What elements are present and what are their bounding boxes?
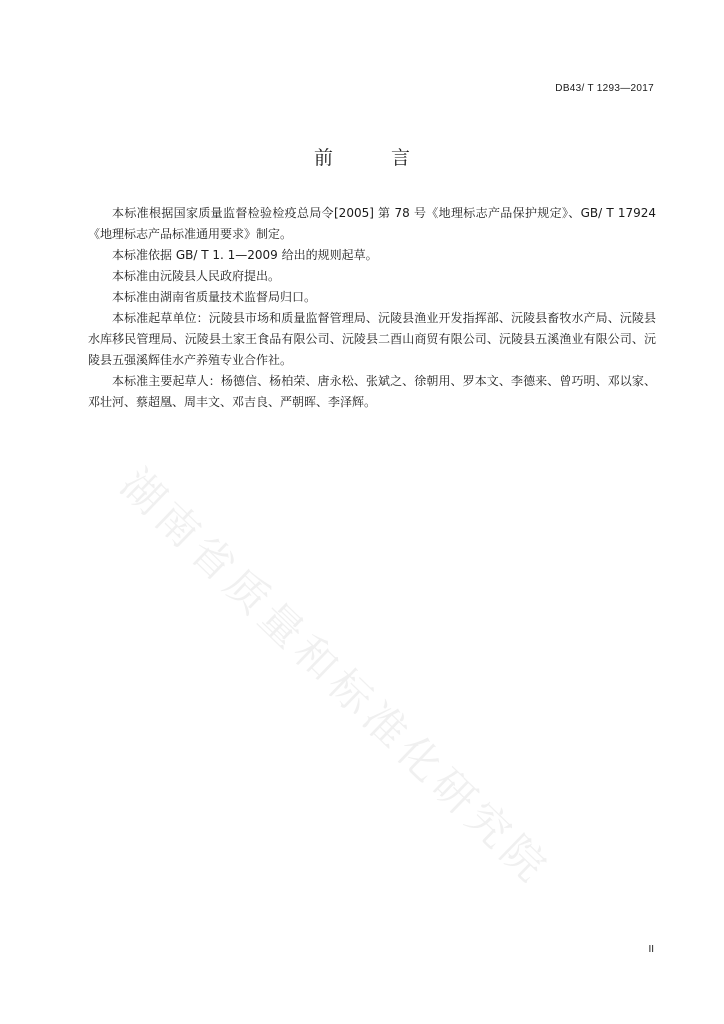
paragraph-drafting-units: 本标准起草单位：沅陵县市场和质量监督管理局、沅陵县渔业开发指挥部、沅陵县畜牧水产局、沅陵县水库移民管理局、沅陵县土家王食品有限公司、沅陵县二酉山商贸有限公司、沅陵县五溪渔业有限公司、沅陵县五强溪辉佳水产养殖专业合作社。 — [88, 311, 656, 367]
paragraph-drafting-rules: 本标准依据 GB/ T 1. 1—2009 给出的规则起草。 — [112, 248, 378, 262]
paragraph-basis: 本标准根据国家质量监督检验检疫总局令[2005] 第 78 号《地理标志产品保护规定》、GB/ T 17924《地理标志产品标准通用要求》制定。 — [88, 206, 656, 241]
foreword-body — [88, 203, 656, 413]
paragraph-centralized-by: 本标准由湖南省质量技术监督局归口。 — [112, 290, 317, 304]
page-number: II — [648, 944, 654, 955]
standard-code: DB43/ T 1293—2017 — [555, 83, 654, 94]
paragraph-proposed-by: 本标准由沅陵县人民政府提出。 — [112, 269, 281, 283]
paragraph-drafters: 本标准主要起草人：杨德信、杨柏荣、唐永松、张斌之、徐朝用、罗本文、李德来、曾巧明、邓以家、邓壮河、蔡超凰、周丰文、邓吉良、严朝晖、李泽辉。 — [88, 374, 656, 409]
watermark: 湖南省质量和标准化研究院 — [111, 459, 560, 895]
page-title: 前 言 — [313, 147, 437, 169]
